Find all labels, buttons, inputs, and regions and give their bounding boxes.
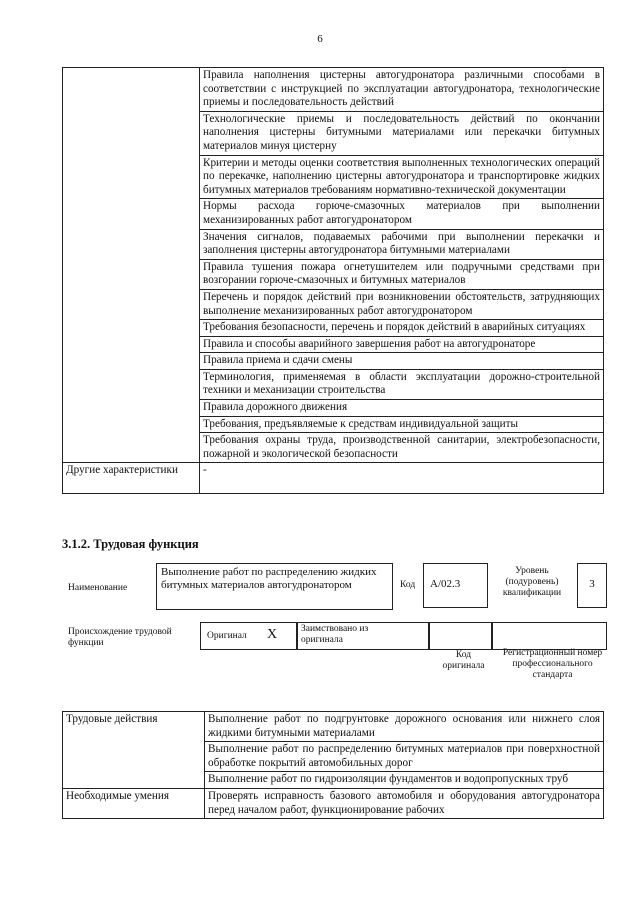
action-item: Выполнение работ по гидроизоляции фундаментов и водопропускных труб [205, 772, 604, 789]
knowledge-item: Требования охраны труда, производственной санитарии, электробезопасности, пожарной и экологической безопасности [200, 433, 604, 463]
knowledge-label-cell [63, 68, 200, 112]
actions-label: Трудовые действия [63, 712, 205, 742]
knowledge-label-cell [63, 111, 200, 155]
knowledge-row [63, 259, 604, 289]
section-heading: 3.1.2. Трудовая функция [62, 537, 199, 551]
knowledge-label-cell [63, 289, 200, 319]
action-row [63, 772, 604, 789]
knowledge-row [63, 369, 604, 399]
knowledge-label-cell [63, 369, 200, 399]
knowledge-label-cell [63, 433, 200, 463]
knowledge-item: Нормы расхода горюче-смазочных материалов при выполнении механизированных работ автогудронатором [200, 199, 604, 229]
action-item: Выполнение работ по подгрунтовке дорожного основания или нижнего слоя жидкими битумными материалами [205, 712, 604, 742]
action-row [63, 742, 604, 772]
action-item: Выполнение работ по распределению битумных материалов при поверхностной обработке покрытий автомобильных дорог [205, 742, 604, 772]
reg-number-cell [491, 622, 607, 650]
knowledge-item: Правила и способы аварийного завершения работ на автогудронаторе [200, 336, 604, 353]
skills-item: Проверять исправность базового автомобиля и оборудования автогудронатора перед началом работ, функционирование рабочих [205, 788, 604, 818]
function-name-box [156, 563, 393, 610]
knowledge-row [63, 416, 604, 433]
knowledge-item: Значения сигналов, подаваемых рабочими при выполнении перекачки и заполнения цистерны автогудронатора битумными материалами [200, 229, 604, 259]
other-value: - [200, 463, 604, 494]
knowledge-row [63, 320, 604, 337]
knowledge-label-cell [63, 416, 200, 433]
other-row [63, 463, 604, 494]
knowledge-label-cell [63, 336, 200, 353]
page-number: 6 [317, 33, 323, 45]
borrowed-cell [296, 622, 430, 650]
knowledge-row [63, 229, 604, 259]
knowledge-item: Критерии и методы оценки соответствия выполненных технологических операций по перекачке, наполнению цистерны автогудронатора и транспортировке жидких битумных материалов требованиям нормативно-технической документации [200, 155, 604, 199]
knowledge-label-cell [63, 229, 200, 259]
action-row [63, 712, 604, 742]
actions-table [62, 711, 604, 819]
borrowed-label: Заимствовано из оригинала [301, 624, 369, 645]
other-label: Другие характеристики [63, 463, 200, 494]
actions-label-cell [63, 742, 205, 772]
skills-row [63, 788, 604, 818]
code-value: A/02.3 [430, 578, 461, 590]
origin-label: Происхождение трудовой функции [68, 627, 172, 648]
original-cell [200, 622, 298, 650]
code-label: Код [400, 580, 416, 590]
knowledge-label-cell [63, 259, 200, 289]
knowledge-label-cell [63, 353, 200, 370]
origin-code-cell [428, 622, 493, 650]
knowledge-row [63, 111, 604, 155]
knowledge-label-cell [63, 320, 200, 337]
knowledge-item: Требования, предъявляемые к средствам индивидуальной защиты [200, 416, 604, 433]
knowledge-row [63, 336, 604, 353]
original-mark: X [267, 627, 278, 642]
knowledge-item: Правила тушения пожара огнетушителем или подручными средствами при возгорании горюче-смазочных и битумных материалов [200, 259, 604, 289]
knowledge-item: Терминология, применяемая в области эксплуатации дорожно-строительной техники и механизации строительства [200, 369, 604, 399]
original-label: Оригинал [207, 631, 247, 641]
knowledge-row [63, 353, 604, 370]
knowledge-row [63, 289, 604, 319]
knowledge-row [63, 433, 604, 463]
knowledge-label-cell [63, 400, 200, 417]
name-label: Наименование [68, 583, 128, 593]
knowledge-item: Требования безопасности, перечень и порядок действий в аварийных ситуациях [200, 320, 604, 337]
code-box [423, 563, 488, 608]
knowledge-label-cell [63, 155, 200, 199]
level-value: 3 [589, 578, 595, 590]
knowledge-item: Правила наполнения цистерны автогудронатора различными способами в соответствии с инструкцией по эксплуатации автогудронатора, технологические приемы и последовательность действий [200, 68, 604, 112]
knowledge-row [63, 199, 604, 229]
knowledge-row [63, 155, 604, 199]
knowledge-row [63, 400, 604, 417]
function-name-value: Выполнение работ по распределению жидких битумных материалов автогудронатором [161, 566, 377, 591]
knowledge-item: Перечень и порядок действий при возникновении обстоятельств, затрудняющих выполнение механизированных работ автогудронатором [200, 289, 604, 319]
knowledge-label-cell [63, 199, 200, 229]
level-label: Уровень (подуровень) квалификации [502, 566, 562, 598]
knowledge-item: Правила дорожного движения [200, 400, 604, 417]
code-caption: Код оригинала [442, 650, 485, 671]
actions-label-cell [63, 772, 205, 789]
level-box [577, 563, 607, 608]
knowledge-item: Правила приема и сдачи смены [200, 353, 604, 370]
knowledge-row [63, 68, 604, 112]
knowledge-table [62, 67, 604, 494]
reg-caption: Регистрационный номер профессионального стандарта [502, 648, 603, 680]
knowledge-item: Технологические приемы и последовательность действий по окончании наполнения цистерны битумными материалами или перекачки битумных материалов минуя цистерну [200, 111, 604, 155]
skills-label: Необходимые умения [63, 788, 205, 818]
